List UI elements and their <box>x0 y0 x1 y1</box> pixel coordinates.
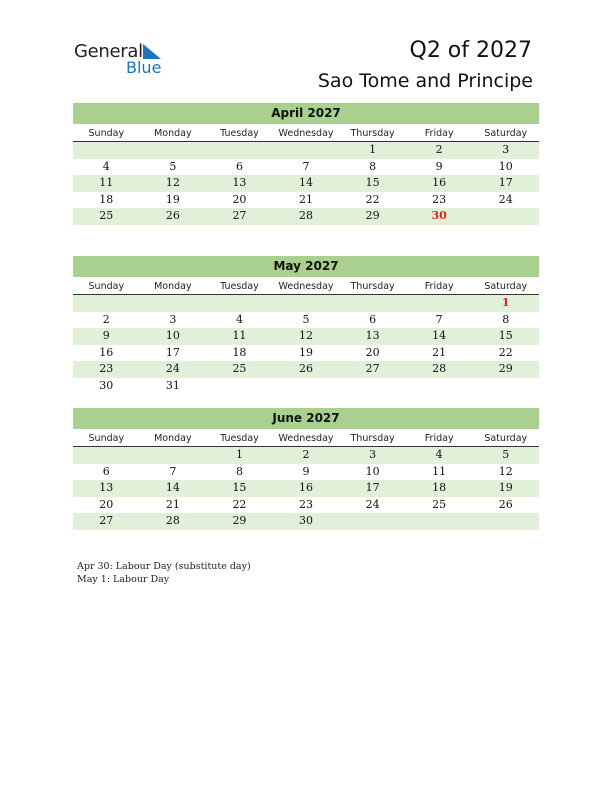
day-cell: 19 <box>498 481 513 495</box>
day-cell: 26 <box>165 209 180 223</box>
day-cell: 29 <box>365 209 380 223</box>
day-cell <box>273 142 340 159</box>
day-cell: 4 <box>435 448 443 461</box>
logo-word-general: General <box>74 41 143 62</box>
weekday-label: Friday <box>424 433 454 444</box>
day-cell: 20 <box>365 345 380 359</box>
day-cell: 22 <box>232 497 247 511</box>
day-cell <box>406 295 473 312</box>
day-cell: 2 <box>302 448 310 461</box>
day-cell: 9 <box>302 464 310 478</box>
day-cell: 2 <box>102 312 110 326</box>
day-cell: 15 <box>498 329 513 343</box>
weekday-label: Sunday <box>88 433 125 444</box>
day-cell: 27 <box>99 514 114 528</box>
day-cell: 17 <box>165 345 180 359</box>
day-cell <box>73 142 140 159</box>
day-cell: 30 <box>99 378 114 392</box>
day-cell: 12 <box>498 464 513 478</box>
day-cell <box>406 378 473 395</box>
day-cell: 27 <box>232 209 247 223</box>
day-cell: 9 <box>435 159 443 173</box>
day-cell: 23 <box>99 362 114 376</box>
weekday-label: Wednesday <box>278 433 334 444</box>
week-row <box>73 361 539 378</box>
day-cell: 25 <box>99 209 114 223</box>
day-cell: 26 <box>299 362 314 376</box>
day-cell: 16 <box>299 481 314 495</box>
weekday-label: Tuesday <box>220 433 259 444</box>
day-cell <box>206 295 273 312</box>
day-cell: 14 <box>165 481 180 495</box>
day-cell: 12 <box>165 176 180 190</box>
weekday-label: Saturday <box>484 128 528 139</box>
day-cell: 10 <box>365 464 380 478</box>
weekday-header-row <box>73 277 539 295</box>
day-cell: 31 <box>165 378 180 392</box>
weekday-label: Sunday <box>88 281 125 292</box>
month-title: June 2027 <box>73 408 539 429</box>
day-cell: 13 <box>232 176 247 190</box>
day-cell: 4 <box>235 312 243 326</box>
weekday-label: Tuesday <box>220 281 259 292</box>
weekday-label: Friday <box>424 281 454 292</box>
week-row <box>73 192 539 209</box>
weekday-label: Thursday <box>350 281 395 292</box>
day-cell: 30 <box>431 209 447 223</box>
day-cell: 1 <box>369 143 377 156</box>
day-cell: 28 <box>299 209 314 223</box>
day-cell: 22 <box>498 345 513 359</box>
week-row <box>73 208 539 225</box>
day-cell: 11 <box>432 464 447 478</box>
month-calendar-april <box>73 103 539 225</box>
day-cell: 4 <box>102 159 110 173</box>
day-cell: 19 <box>299 345 314 359</box>
day-cell: 15 <box>232 481 247 495</box>
day-cell: 6 <box>102 464 110 478</box>
country-title: Sao Tome and Principe <box>317 70 533 92</box>
week-row <box>73 328 539 345</box>
weekday-label: Thursday <box>350 128 395 139</box>
day-cell: 15 <box>365 176 380 190</box>
day-cell <box>73 447 140 464</box>
day-cell: 30 <box>299 514 314 528</box>
day-cell: 2 <box>435 143 443 156</box>
day-cell: 9 <box>102 329 110 343</box>
day-cell: 26 <box>498 497 513 511</box>
day-cell: 16 <box>432 176 447 190</box>
day-cell <box>406 513 473 530</box>
week-row <box>73 378 539 395</box>
day-cell: 17 <box>498 176 513 190</box>
holiday-notes <box>77 560 251 586</box>
day-cell: 24 <box>498 192 513 206</box>
day-cell: 7 <box>302 159 310 173</box>
day-cell: 21 <box>165 497 180 511</box>
day-cell: 20 <box>99 497 114 511</box>
day-cell <box>472 513 539 530</box>
week-row <box>73 312 539 329</box>
day-cell <box>140 142 207 159</box>
weekday-label: Wednesday <box>278 128 334 139</box>
day-cell: 7 <box>169 464 177 478</box>
day-cell: 13 <box>99 481 114 495</box>
day-cell: 25 <box>432 497 447 511</box>
day-cell <box>339 513 406 530</box>
day-cell: 10 <box>165 329 180 343</box>
logo-word-blue: Blue <box>126 58 162 77</box>
day-cell <box>73 295 140 312</box>
day-cell <box>273 378 340 395</box>
day-cell: 6 <box>235 159 243 173</box>
week-row <box>73 175 539 192</box>
day-cell: 24 <box>165 362 180 376</box>
day-cell: 23 <box>299 497 314 511</box>
holiday-note: Apr 30: Labour Day (substitute day) <box>77 561 251 572</box>
day-cell: 28 <box>165 514 180 528</box>
month-title: May 2027 <box>73 256 539 277</box>
day-cell: 3 <box>369 448 377 461</box>
day-cell: 11 <box>99 176 114 190</box>
day-cell: 20 <box>232 192 247 206</box>
day-cell <box>472 378 539 395</box>
week-row <box>73 480 539 497</box>
day-cell: 11 <box>232 329 247 343</box>
day-cell <box>339 295 406 312</box>
day-cell: 19 <box>165 192 180 206</box>
weekday-label: Friday <box>424 128 454 139</box>
day-cell: 13 <box>365 329 380 343</box>
day-cell: 18 <box>232 345 247 359</box>
day-cell: 23 <box>432 192 447 206</box>
day-cell: 21 <box>432 345 447 359</box>
day-cell: 18 <box>432 481 447 495</box>
day-cell <box>206 378 273 395</box>
day-cell: 25 <box>232 362 247 376</box>
day-cell: 14 <box>299 176 314 190</box>
holiday-note: May 1: Labour Day <box>77 574 170 585</box>
month-calendar-may <box>73 256 539 395</box>
weekday-header-row <box>73 124 539 142</box>
day-cell: 28 <box>432 362 447 376</box>
week-row <box>73 513 539 530</box>
day-cell <box>273 295 340 312</box>
generalblue-logo <box>74 41 174 77</box>
day-cell: 3 <box>502 143 510 156</box>
weekday-label: Monday <box>154 433 192 444</box>
day-cell: 17 <box>365 481 380 495</box>
day-cell: 5 <box>502 448 510 461</box>
weekday-header-row <box>73 429 539 447</box>
week-row <box>73 295 539 312</box>
week-row <box>73 142 539 159</box>
day-cell: 29 <box>498 362 513 376</box>
week-row <box>73 447 539 464</box>
day-cell: 7 <box>435 312 443 326</box>
day-cell: 8 <box>235 464 243 478</box>
day-cell: 21 <box>299 192 314 206</box>
day-cell <box>472 208 539 225</box>
day-cell: 24 <box>365 497 380 511</box>
day-cell: 5 <box>169 159 177 173</box>
weekday-label: Thursday <box>350 433 395 444</box>
week-row <box>73 159 539 176</box>
week-row <box>73 345 539 362</box>
day-cell: 1 <box>235 448 243 461</box>
day-cell: 10 <box>498 159 513 173</box>
day-cell <box>206 142 273 159</box>
day-cell: 8 <box>369 159 377 173</box>
day-cell: 16 <box>99 345 114 359</box>
weekday-label: Saturday <box>484 281 528 292</box>
weekday-label: Monday <box>154 281 192 292</box>
day-cell: 1 <box>501 296 510 309</box>
quarter-title: Q2 of 2027 <box>409 38 532 63</box>
day-cell <box>339 378 406 395</box>
day-cell: 14 <box>432 329 447 343</box>
day-cell: 18 <box>99 192 114 206</box>
day-cell: 3 <box>169 312 177 326</box>
day-cell: 22 <box>365 192 380 206</box>
weekday-label: Monday <box>154 128 192 139</box>
day-cell: 12 <box>299 329 314 343</box>
weekday-label: Sunday <box>88 128 125 139</box>
week-row <box>73 497 539 514</box>
day-cell: 6 <box>369 312 377 326</box>
weekday-label: Wednesday <box>278 281 334 292</box>
day-cell: 29 <box>232 514 247 528</box>
weekday-label: Tuesday <box>220 128 259 139</box>
week-row <box>73 464 539 481</box>
day-cell: 8 <box>502 312 510 326</box>
day-cell: 5 <box>302 312 310 326</box>
day-cell: 27 <box>365 362 380 376</box>
weekday-label: Saturday <box>484 433 528 444</box>
day-cell <box>140 447 207 464</box>
month-title: April 2027 <box>73 103 539 124</box>
day-cell <box>140 295 207 312</box>
month-calendar-june <box>73 408 539 530</box>
